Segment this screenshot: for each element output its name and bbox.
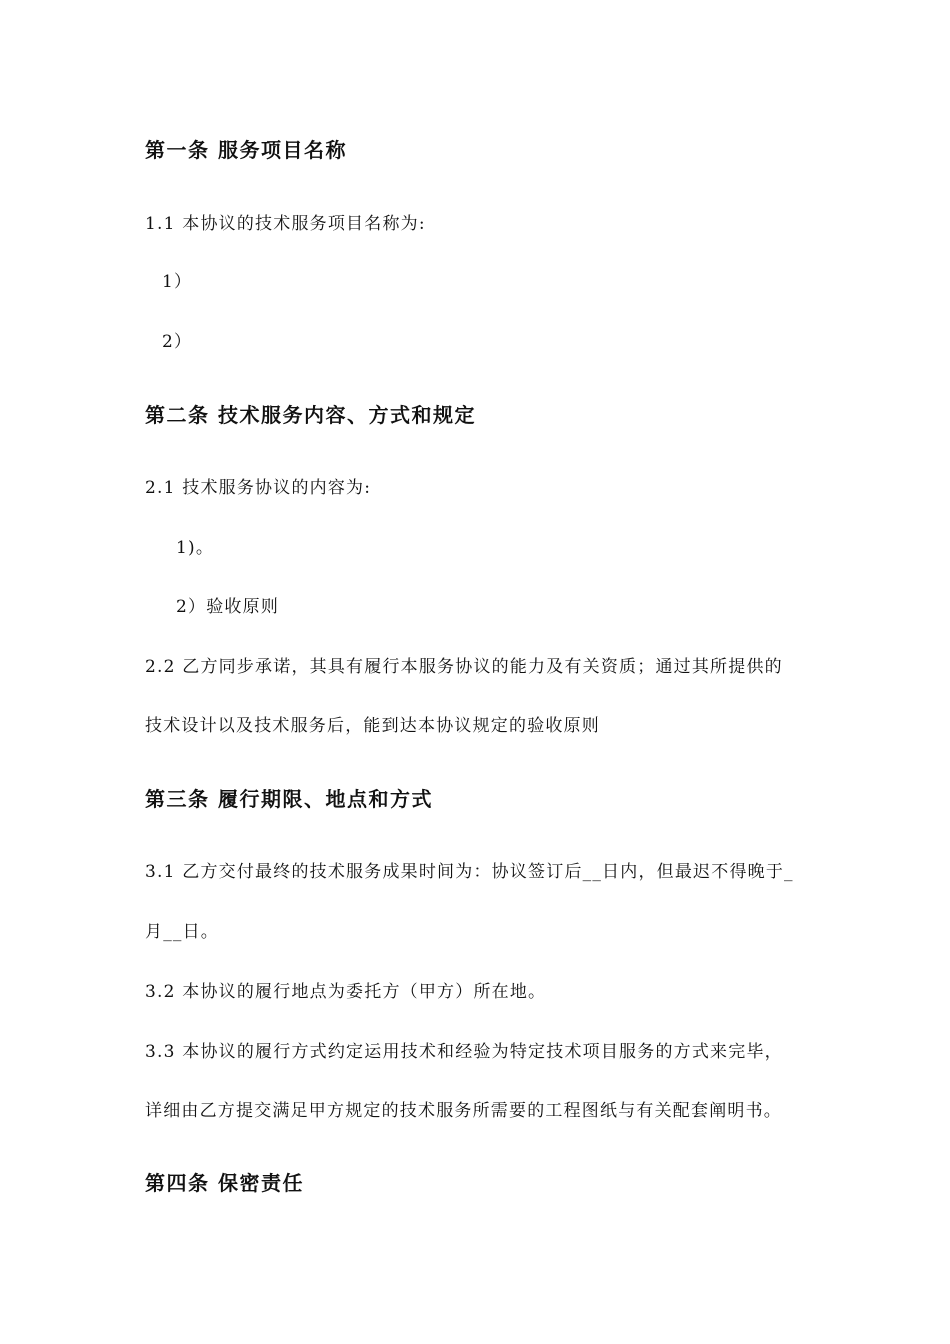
clause-3-1-cont: 月__日。	[145, 922, 219, 942]
clause-1-1: 1.1 本协议的技术服务项目名称为:	[145, 214, 426, 234]
section-4-heading: 第四条 保密责任	[145, 1171, 304, 1195]
clause-3-1: 3.1 乙方交付最终的技术服务成果时间为：协议签订后__日内，但最迟不得晚于_	[145, 862, 794, 882]
clause-3-3: 3.3 本协议的履行方式约定运用技术和经验为特定技术项目服务的方式来完毕，	[145, 1042, 783, 1062]
item-1-1: 1）	[162, 272, 193, 292]
item-2-1: 1)。	[176, 538, 215, 558]
clause-3-2: 3.2 本协议的履行地点为委托方（甲方）所在地。	[145, 982, 547, 1002]
clause-2-1: 2.1 技术服务协议的内容为:	[145, 478, 372, 498]
item-2-2: 2）验收原则	[176, 597, 280, 617]
clause-2-2-cont: 技术设计以及技术服务后，能到达本协议规定的验收原则	[145, 716, 600, 736]
section-3-heading: 第三条 履行期限、地点和方式	[145, 787, 433, 811]
section-2-heading: 第二条 技术服务内容、方式和规定	[145, 403, 476, 427]
clause-3-3-cont: 详细由乙方提交满足甲方规定的技术服务所需要的工程图纸与有关配套阐明书。	[145, 1101, 782, 1121]
item-1-2: 2）	[162, 332, 193, 352]
section-1-heading: 第一条 服务项目名称	[145, 138, 347, 162]
clause-2-2: 2.2 乙方同步承诺，其具有履行本服务协议的能力及有关资质；通过其所提供的	[145, 657, 783, 677]
